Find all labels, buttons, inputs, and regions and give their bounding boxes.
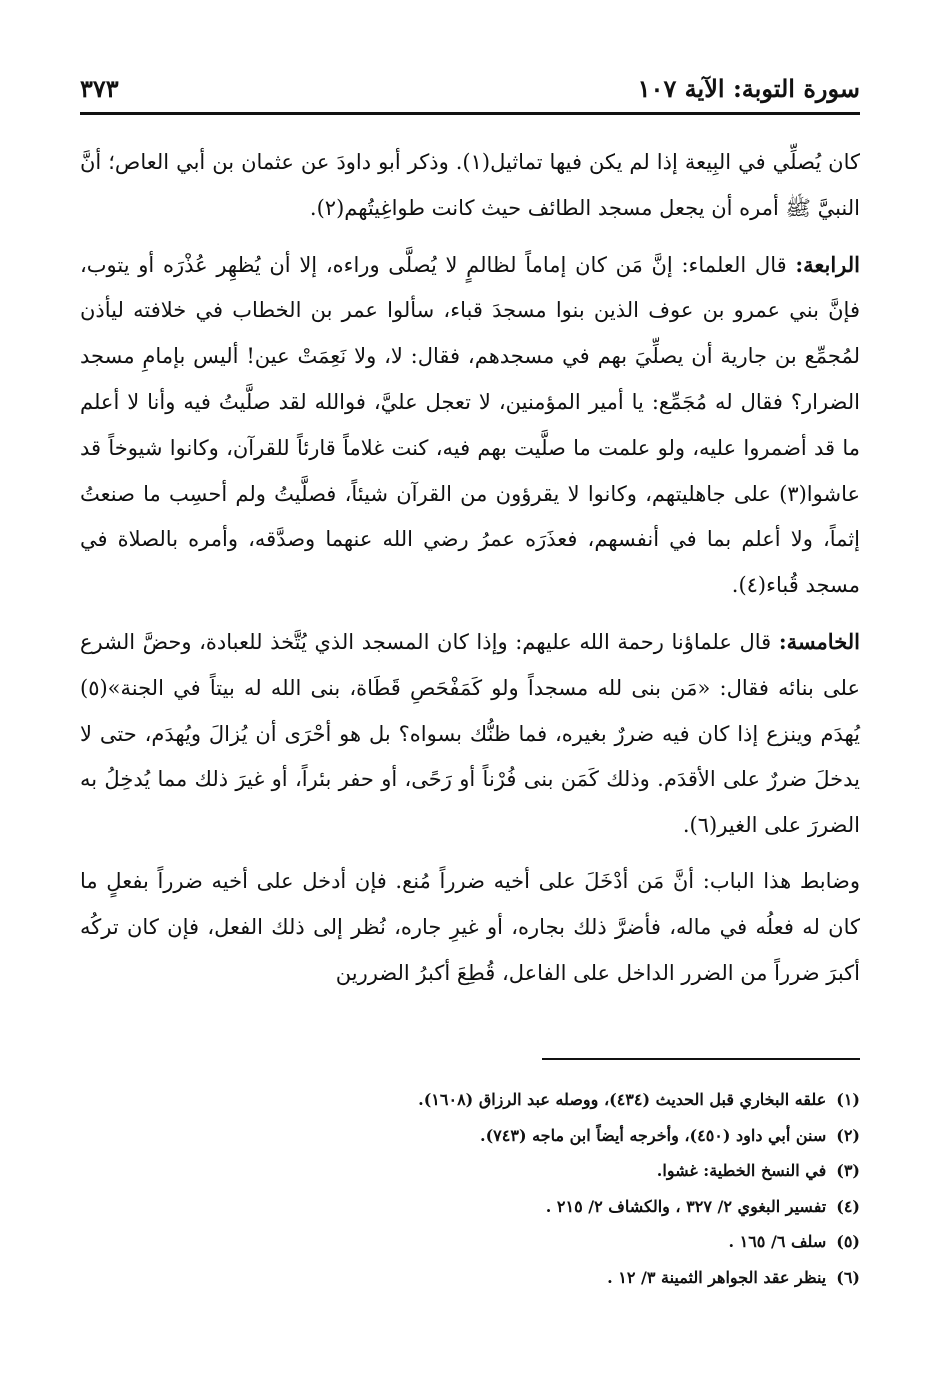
- footnote-6: [80, 1260, 860, 1296]
- footnote-5: [80, 1224, 860, 1260]
- footnote-3: [80, 1153, 860, 1189]
- footnote-text: ينظر عقد الجواهر الثمينة ٣/ ١٢ .: [607, 1267, 827, 1287]
- paragraph-2-text: قال العلماء: إنَّ مَن كان إماماً لظالمٍ لا يُصلَّى وراءه، إلا أن يُظهِر عُذْرَه أو يتوب، فإنَّ بني عمرو بن عوف الذين بنوا مسجدَ قباء، سألوا عمر بن الخطاب في خلافته ليأذن لمُجمِّع بن جارية أن يصلِّيَ بهم في مسجدهم، فقال: لا، ولا نَعِمَتْ عين! أليس بإمامِ مسجد الضرار؟ فقال له مُجَمِّع: يا أمير المؤمنين، لا تعجل عليَّ، فوالله لقد صلَّيتُ فيه وأنا لا أعلم ما قد أضمروا عليه، ولو علمت ما صلَّيت بهم فيه، كنت غلاماً قارئاً للقرآن، وكانوا شيوخاً قد عاشوا(٣) على جاهليتهم، وكانوا لا يقرؤون من القرآن شيئاً، فصلَّيتُ ولم أحسِب ما صنعتُ إثماً، ولا أعلم بما في أنفسهم، فعذَرَه عمرُ رضي الله عنهما وصدَّقه، وأمره بالصلاة في مسجد قُباء(٤).: [80, 252, 860, 598]
- footnote-number: (١): [836, 1090, 860, 1109]
- footnote-4: [80, 1189, 860, 1225]
- footnote-rule: [542, 1058, 860, 1060]
- footnote-1: [80, 1082, 860, 1118]
- paragraph-2: [80, 242, 860, 609]
- paragraph-4: وضابط هذا الباب: أنَّ مَن أدْخَلَ على أخيه ضرراً مُنع. فإن أدخل على أخيه ضرراً بفعلٍ ما كان له فعلُه في ماله، فأضرَّ ذلك بجاره، أو غيرِ جاره، نُظر إلى ذلك الفعل، فإن كان تركُه أكبرَ ضرراً من الضرر الداخل على الفاعل، قُطِعَ أكبرُ الضررين: [80, 868, 860, 985]
- footnotes: [80, 1082, 860, 1295]
- footnote-text: في النسخ الخطية: غشوا.: [656, 1161, 827, 1180]
- footnote-text: سنن أبي داود (٤٥٠)، وأخرجه أيضاً ابن ماجه (٧٤٣).: [480, 1125, 827, 1145]
- footnote-number: (٦): [836, 1267, 860, 1287]
- footnote-text: علقه البخاري قبل الحديث (٤٣٤)، ووصله عبد الرزاق (١٦٠٨).: [418, 1090, 827, 1109]
- running-title: سورة التوبة: الآية ١٠٧: [637, 73, 860, 103]
- footnote-number: (٣): [836, 1161, 860, 1180]
- section-lead-fifth: الخامسة:: [778, 628, 860, 654]
- page-number: ٣٧٣: [80, 73, 119, 103]
- paragraph-3: [80, 619, 860, 849]
- footnote-number: (٤): [836, 1196, 860, 1216]
- footnote-text: تفسير البغوي ٢/ ٣٢٧ ، والكشاف ٢/ ٢١٥ .: [545, 1196, 827, 1216]
- footnote-number: (٥): [836, 1232, 860, 1251]
- page-header: [80, 68, 860, 108]
- footnote-number: (٢): [836, 1125, 860, 1145]
- paragraph-3-text: قال علماؤنا رحمة الله عليهم: وإذا كان المسجد الذي يُتَّخذ للعبادة، وحضَّ الشرع على بنائه فقال: «مَن بنى لله مسجداً ولو كَمَفْحَصِ قَطَاة، بنى الله له بيتاً في الجنة»(٥) يُهدَم وينزع إذا كان فيه ضررٌ بغيره، فما ظنُّك بسواه؟ بل هو أحْرَى أن يُزالَ ويُهدَم، حتى لا يدخلَ ضررٌ على الأقدَم. وذلك كَمَن بنى فُرْناً أو رَحًى، أو حفر بئراً، أو غيرَ ذلك مما يُدخِلُ به الضررَ على الغير(٦).: [80, 629, 860, 838]
- paragraph-1: كان يُصلِّي في البِيعة إذا لم يكن فيها تماثيل(١). وذكر أبو داودَ عن عثمان بن أبي العاص؛ أنَّ النبيَّ ﷺ أمره أن يجعل مسجد الطائف حيث كانت طواغِيتُهم(٢).: [80, 150, 861, 220]
- section-lead-fourth: الرابعة:: [795, 251, 860, 277]
- header-rule: [80, 112, 860, 115]
- footnote-2: [80, 1118, 860, 1154]
- main-text: [80, 140, 860, 1006]
- footnote-text: سلف ٦/ ١٦٥ .: [728, 1232, 827, 1251]
